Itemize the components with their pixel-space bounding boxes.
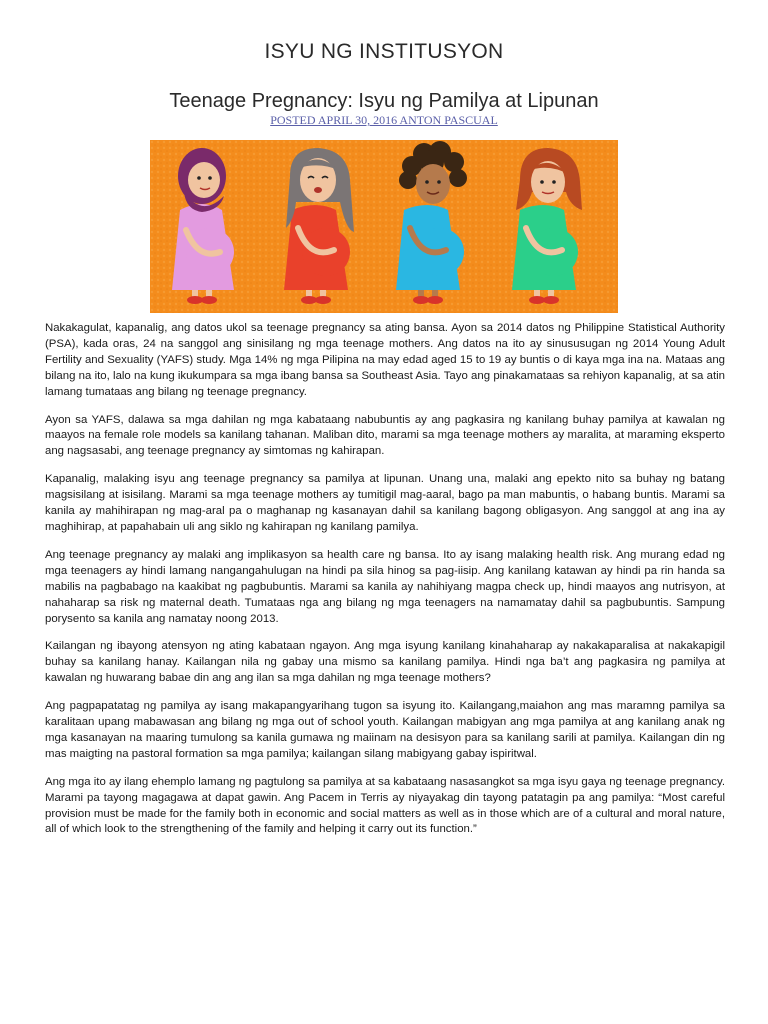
paragraph-1: Nakakagulat, kapanalig, ang datos ukol sa teenage pregnancy sa ating bansa. Ayon sa 2014 datos ng Philippine Statistical Authority (PSA), kada oras, 24 na sanggol ang sinisilang ng mga teenage mothers. Ang datos na ito ay sinususugan ng 2014 Young Adult Fertility and Sexuality (YAFS) study. Mga 14% ng mga Pilipina na may edad aged 15 to 19 ay buntis o di kaya mga ina na. Mataas ang bilang na ito, lalo na kung ikukumpara sa mga ibang bansa sa Southeast Asia. Tayo ang pinakamataas sa rehiyon kapanalig, at sa atin lamang tumataas ang bilang ng teenage pregnancy. — [45, 322, 725, 398]
pregnant-women-illustration — [150, 140, 618, 313]
paragraph-6: Ang pagpapatatag ng pamilya ay isang makapangyarihang tugon sa isyung ito. Kailangang,maiahon ang mas maramng pamilya sa karalitaan upang mabawasan ang bilang ng mga out of school youth. Kailangan mabigyan ang mga pamilya at ang kanilang anak ng mga kasanayan na maaring tumulong sa kanila gumawa ng maiinam na desisyon para sa kanilang sarili at pamilya. Kailangan din ng mas maigting na pastoral formation sa mga pamilya; kailangan silang mabigyang gabay ispiritwal. — [45, 700, 725, 760]
article-title: Teenage Pregnancy: Isyu ng Pamilya at Lipunan — [169, 90, 599, 112]
paragraph-3: Kapanalig, malaking isyu ang teenage pregnancy sa pamilya at lipunan. Unang una, malaki ang epekto nito sa buhay ng batang magsisilang at isisilang. Marami sa mga teenage mothers ay tumitigil mag-aaral, bago pa man mabuntis, o habang buntis. Marami sa kanila ay mahihirapan ng mag-aral pa o maghanap ng kasanayan dahil sa kanilang bagong obligasyon. Ang sanggol at ang ina ay maghihirap, at papahabain uli ang siklo ng kahirapan ng kanilang pamilya. — [45, 473, 725, 533]
paragraph-5: Kailangan ng ibayong atensyon ng ating kabataan ngayon. Ang mga isyung kanilang kinahaharap ay nakakaparalisa at nakakapigil buhay sa kanilang hanay. Kailangan nila ng gabay una mismo sa kanilang pamilya. Hindi nga ba’t ang pagkasira ng pamilya at kawalan ng huwarang babae din ang ang ilan sa mga dahilan ng mga teenage mothers? — [45, 640, 725, 685]
paragraph-7: Ang mga ito ay ilang ehemplo lamang ng pagtulong sa pamilya at sa kabataang nasasangkot sa mga isyu gaya ng teenage pregnancy. Marami pa tayong magagawa at dapat gawin. Ang Pacem in Terris ay niyayakag din tayong patatagin pa ang pamilya: “Most careful provision must be made for the family both in economic and social matters as well as in those which are of a cultural and moral nature, all of which look to the strengthening of the family and helping it carry out its function.” — [45, 775, 725, 836]
paragraph-2: Ayon sa YAFS, dalawa sa mga dahilan ng mga kabataang nabubuntis ay ang pagkasira ng kanilang buhay pamilya at kawalan ng maayos na female role models sa kanilang tahanan. Maliban dito, marami sa mga teenage mothers ay maralita, at maraming eksperto ang nagsasabi, ang teenage pregnancy ay simtomas ng kahirapan. — [45, 413, 725, 458]
page-title: ISYU NG INSTITUSYON — [264, 40, 504, 63]
byline-text: POSTED APRIL 30, 2016 ANTON PASCUAL — [270, 113, 498, 127]
article-body — [45, 321, 725, 850]
byline — [0, 113, 768, 128]
paragraph-4: Ang teenage pregnancy ay malaki ang implikasyon sa health care ng bansa. Ito ay isang malaking health risk. Ang murang edad ng mga teenagers ay hindi lamang nangangahulugan na hindi pa sila hinog sa pag-iisip. Ang kanilang katawan ay hindi pa rin handa sa mabilis na pagbabago na kaakibat ng pagbubuntis. Marami sa kanila ay nahihiyang magpa check up, hindi maayos ang nutrisyon, at nahaharap sa risk ng maternal death. Tumataas nga ang bilang ng mga teenagers na namamatay dahil sa pagbubuntis. Sampung porysento sa kanila ang namatay noong 2013. — [45, 548, 725, 625]
